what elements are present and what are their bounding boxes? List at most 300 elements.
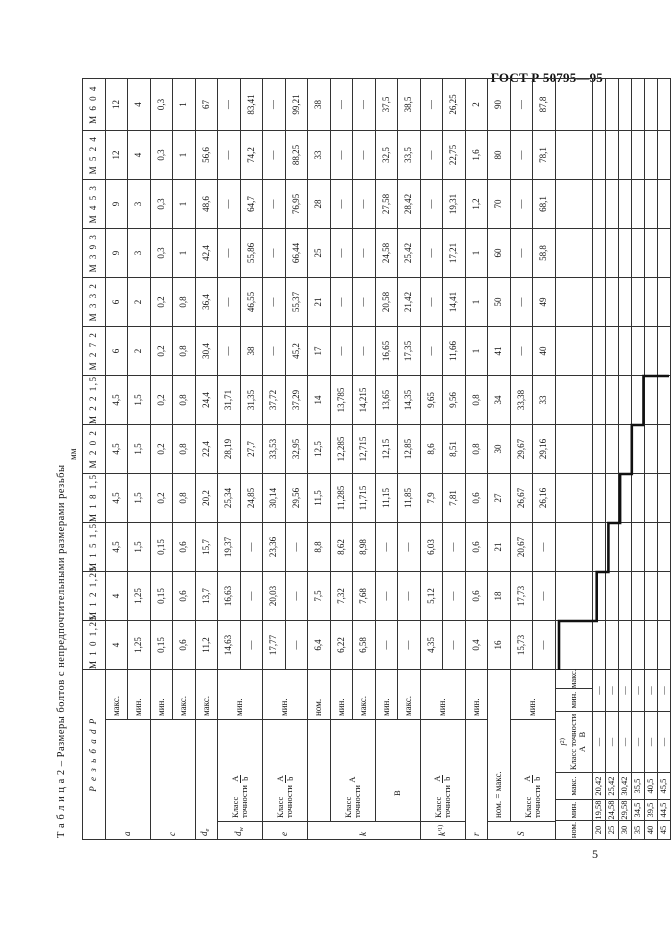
value-cell [592,179,605,228]
value-cell: — [353,179,376,228]
grade-fraction: A b [229,775,250,782]
stair-line [82,100,515,840]
value-cell: — [510,130,533,179]
grade-fraction: A b [274,775,295,782]
value-cell [618,228,631,277]
value-cell: 27,58 [375,179,398,228]
value-cell: 66,44 [285,228,308,277]
text: мин. [279,698,290,716]
value-cell [631,375,644,424]
value-cell [657,424,670,473]
value-cell: 33,38 [510,375,533,424]
value-cell [657,228,670,277]
value-cell: 50 [488,277,511,326]
text: мин. [234,698,245,716]
text: M 4 5 3 [88,184,99,224]
value-cell: — [218,326,241,375]
value-cell: 11,15 [375,473,398,522]
value-cell: — [218,130,241,179]
value-cell: — [240,522,263,571]
value-cell [555,375,592,424]
value-cell: — [263,326,286,375]
value-cell [555,326,592,375]
value-cell: 0,8 [173,375,196,424]
value-cell: 0,6 [465,473,488,522]
text: c [166,832,177,836]
text: ном. = макс. [493,771,504,818]
value-cell: — [510,326,533,375]
value-cell: — [510,179,533,228]
value-cell: — [330,228,353,277]
value-cell: 56,6 [195,130,218,179]
value-cell [657,375,670,424]
text: макс. [110,695,121,716]
value-cell: 0,8 [465,375,488,424]
value-cell: 0,6 [465,522,488,571]
text: M 2 0 2 [88,429,99,469]
value-cell: 78,1 [533,130,556,179]
value-cell: 1,5 [128,522,151,571]
value-cell: 14,41 [443,277,466,326]
value-cell [618,375,631,424]
value-cell [631,228,644,277]
text: M 1 0 1,25 [88,614,99,669]
value-cell: 37,29 [285,375,308,424]
value-cell [592,228,605,277]
value-cell: 12,85 [398,424,421,473]
value-cell: 21 [308,277,331,326]
length-values: 35 34,5 35,5 — — [631,669,644,839]
value-cell: 38 [240,326,263,375]
length-row [592,78,605,839]
value-cell: — [398,620,421,669]
value-cell: — [420,326,443,375]
text: мин. [470,698,481,716]
value-cell [605,228,618,277]
value-cell: 80 [488,130,511,179]
value-cell [618,130,631,179]
value-cell: 0,15 [150,620,173,669]
value-cell: — [375,620,398,669]
text: M 3 9 3 [88,233,99,273]
value-cell: 76,95 [285,179,308,228]
length-row [644,78,657,839]
value-cell [555,277,592,326]
value-cell: — [443,571,466,620]
value-cell: 7,5 [308,571,331,620]
value-cell: — [263,277,286,326]
value-cell: 0,2 [150,473,173,522]
value-cell: — [263,130,286,179]
value-cell: 16,63 [218,571,241,620]
value-cell: — [240,620,263,669]
label-grade-a: Класс точности A [330,720,375,822]
value-cell: 0,6 [465,571,488,620]
value-cell: 2 [128,326,151,375]
value-cell: 0,3 [150,228,173,277]
text: мин. [155,698,166,716]
value-cell: 38,5 [398,78,421,130]
value-cell [631,473,644,522]
value-cell: 19,37 [218,522,241,571]
value-cell [618,522,631,571]
value-cell: 22,75 [443,130,466,179]
value-cell: 11,285 [330,473,353,522]
label-grade-ab: Класс точности A b [263,720,308,822]
value-cell: — [240,571,263,620]
value-cell: 1 [173,179,196,228]
value-cell: 1 [465,326,488,375]
value-cell: — [510,78,533,130]
value-cell: — [218,179,241,228]
value-cell: 8,62 [330,522,353,571]
value-cell [644,228,657,277]
value-cell: — [263,228,286,277]
value-cell [605,424,618,473]
table-caption: Т а б л и ц а 2 – Размеры болтов с непредпочтительными размерами резьбы [56,464,67,838]
value-cell: 25,34 [218,473,241,522]
value-cell [631,620,644,669]
text: макс. [358,695,369,716]
value-cell: 15,73 [510,620,533,669]
value-cell: — [285,620,308,669]
value-cell [631,78,644,130]
value-cell: 4,5 [105,424,128,473]
text: мин. [335,698,346,716]
value-cell: 31,35 [240,375,263,424]
value-cell: 28 [308,179,331,228]
value-cell: 49 [533,277,556,326]
value-cell: — [375,522,398,571]
value-cell: 1 [173,228,196,277]
value-cell: 25 [308,228,331,277]
text: a [121,831,132,836]
value-cell: 90 [488,78,511,130]
value-cell: — [218,228,241,277]
text: M 1 2 1,25 [88,565,99,620]
length-header [555,669,592,839]
value-cell: 26,16 [533,473,556,522]
value-cell [644,179,657,228]
value-cell: 33,5 [398,130,421,179]
value-cell: 0,6 [173,620,196,669]
value-cell: 34 [488,375,511,424]
value-cell: 15,7 [195,522,218,571]
value-cell: 40 [533,326,556,375]
value-cell: 6 [105,326,128,375]
value-cell: 9,56 [443,375,466,424]
value-cell: 29,67 [510,424,533,473]
length-values: 25 24,58 25,42 — — [605,669,618,839]
value-cell: — [420,228,443,277]
text: макс. [178,695,189,716]
label-min [510,669,555,719]
text: мин. [436,698,447,716]
value-cell: 9,65 [420,375,443,424]
text: M 1 5 1,5 [88,522,99,571]
value-cell [618,326,631,375]
value-cell: 9 [105,179,128,228]
value-cell [592,620,605,669]
value-cell: 60 [488,228,511,277]
value-cell [592,277,605,326]
value-cell: 0,8 [173,473,196,522]
value-cell: 8,98 [353,522,376,571]
value-cell [644,326,657,375]
text: M 3 3 2 [88,282,99,322]
value-cell: 55,37 [285,277,308,326]
value-cell: 7,68 [353,571,376,620]
value-cell: — [353,78,376,130]
value-cell: 11,715 [353,473,376,522]
value-cell: — [353,277,376,326]
grade-fraction: A b [522,775,542,782]
value-cell [605,326,618,375]
value-cell [555,78,592,130]
value-cell: 1,6 [465,130,488,179]
value-cell: 2 [465,78,488,130]
value-cell: 0,15 [150,571,173,620]
value-cell: 30,4 [195,326,218,375]
value-cell: — [443,620,466,669]
value-cell: 17,73 [510,571,533,620]
value-cell [605,375,618,424]
value-cell: 25,42 [398,228,421,277]
value-cell: — [330,179,353,228]
label-kprime: $k'^{1)}$ [420,822,465,840]
value-cell [618,277,631,326]
value-cell: 36,4 [195,277,218,326]
value-cell: — [353,228,376,277]
value-cell: — [263,78,286,130]
value-cell: 55,86 [240,228,263,277]
value-cell: — [285,571,308,620]
text: e [279,832,290,836]
value-cell: — [533,620,556,669]
value-cell: 11,5 [308,473,331,522]
value-cell: 1,5 [128,424,151,473]
text: M 2 7 2 [88,331,99,371]
value-cell [605,571,618,620]
value-cell [657,571,670,620]
value-cell: 42,4 [195,228,218,277]
value-cell: 6 [105,277,128,326]
value-cell: 45,2 [285,326,308,375]
value-cell: 4,35 [420,620,443,669]
value-cell: 20,58 [375,277,398,326]
value-cell: 27 [488,473,511,522]
value-cell [555,179,592,228]
value-cell: 33,53 [263,424,286,473]
text: Р е з ь б а d P [88,717,99,792]
value-cell: — [330,130,353,179]
value-cell: — [420,277,443,326]
value-cell: 12 [105,78,128,130]
text: M 1 8 1,5 [88,473,99,522]
text: макс. [403,695,414,716]
value-cell: — [218,78,241,130]
value-cell: 4 [128,78,151,130]
value-cell: 1,2 [465,179,488,228]
value-cell: 48,6 [195,179,218,228]
value-cell: 27,7 [240,424,263,473]
value-cell [657,473,670,522]
text: M 2 2 1,5 [88,375,99,424]
value-cell: 74,2 [240,130,263,179]
text: S [515,831,526,836]
value-cell: 64,7 [240,179,263,228]
value-cell: 24,4 [195,375,218,424]
value-cell: — [263,179,286,228]
value-cell: 26,25 [443,78,466,130]
text: k [358,832,369,836]
value-cell: 0,2 [150,424,173,473]
value-cell [631,130,644,179]
value-cell: 20,2 [195,473,218,522]
value-cell [592,78,605,130]
value-cell [592,571,605,620]
value-cell: 1,5 [128,473,151,522]
value-cell: 12,5 [308,424,331,473]
value-cell: 22,4 [195,424,218,473]
value-cell: 33 [533,375,556,424]
value-cell: 12 [105,130,128,179]
value-cell: 17 [308,326,331,375]
value-cell: 12,285 [330,424,353,473]
value-cell: 37,72 [263,375,286,424]
value-cell: — [420,78,443,130]
value-cell: 14,63 [218,620,241,669]
value-cell: 68,1 [533,179,556,228]
value-cell: 13,65 [375,375,398,424]
value-cell [592,375,605,424]
value-cell: 32,95 [285,424,308,473]
value-cell: 3 [128,228,151,277]
value-cell: 37,5 [375,78,398,130]
value-cell [631,571,644,620]
value-cell [555,620,592,669]
value-cell: 67 [195,78,218,130]
value-cell: 0,3 [150,130,173,179]
page-number: 5 [592,847,598,861]
value-cell: 2 [128,277,151,326]
value-cell: 88,25 [285,130,308,179]
value-cell [592,522,605,571]
text: ном. [313,698,324,716]
length-values: 30 29,58 30,42 — — [618,669,631,839]
text: r [470,832,481,836]
value-cell: — [420,179,443,228]
value-cell: 46,55 [240,277,263,326]
value-cell: 9 [105,228,128,277]
label-grade-ab: Класс точности A b [510,720,555,822]
text: мин. [526,698,537,716]
value-cell: 0,8 [173,277,196,326]
document-header: ГОСТ Р 50795—95 [490,70,603,85]
length-values: 20 19,58 20,42 — — [592,669,605,839]
text: M 6 0 4 [88,85,99,124]
value-cell: 1,5 [128,375,151,424]
value-cell [555,130,592,179]
value-cell: 14 [308,375,331,424]
value-cell: 7,32 [330,571,353,620]
value-cell: 19,31 [443,179,466,228]
value-cell: — [510,277,533,326]
value-cell: 58,8 [533,228,556,277]
value-cell [644,78,657,130]
value-cell [618,620,631,669]
value-cell [644,375,657,424]
value-cell: — [330,326,353,375]
value-cell: 1,25 [128,571,151,620]
value-cell: 26,67 [510,473,533,522]
value-cell [657,326,670,375]
value-cell [618,424,631,473]
value-cell [644,620,657,669]
value-cell: 24,58 [375,228,398,277]
length-row [618,78,631,839]
value-cell [605,473,618,522]
value-cell: 11,66 [443,326,466,375]
value-cell: 41 [488,326,511,375]
value-cell: 29,16 [533,424,556,473]
value-cell: 4,5 [105,473,128,522]
value-cell [555,228,592,277]
text: мин. [133,698,144,716]
value-cell: 4,5 [105,522,128,571]
value-cell [657,179,670,228]
unit-label: мм [68,448,78,460]
value-cell [592,424,605,473]
value-cell: 7,9 [420,473,443,522]
value-cell [644,424,657,473]
value-cell: 21 [488,522,511,571]
length-header-grid: ном. мин. макс. $l^{2)}$ Класс точности A B мин. макс. [556,670,592,839]
value-cell [618,78,631,130]
value-cell [555,424,592,473]
value-cell: — [375,571,398,620]
value-cell: 20,67 [510,522,533,571]
value-cell [592,473,605,522]
value-cell: 0,8 [173,326,196,375]
value-cell: 17,35 [398,326,421,375]
value-cell [631,326,644,375]
value-cell: 0,2 [150,277,173,326]
value-cell: 70 [488,179,511,228]
value-cell [605,179,618,228]
value-cell: 33 [308,130,331,179]
value-cell [605,78,618,130]
text: M 5 2 4 [88,135,99,175]
value-cell: 29,56 [285,473,308,522]
value-cell: 1,25 [128,620,151,669]
value-cell: 12,15 [375,424,398,473]
length-values: 40 39,5 40,5 — — [644,669,657,839]
label-de: $d_e$ [195,720,218,840]
value-cell [605,130,618,179]
value-cell: — [353,130,376,179]
value-cell: 31,71 [218,375,241,424]
value-cell: 0,6 [173,522,196,571]
value-cell: 14,215 [353,375,376,424]
value-cell: 0,2 [150,326,173,375]
value-cell: 28,42 [398,179,421,228]
value-cell: 6,58 [353,620,376,669]
value-cell: 8,6 [420,424,443,473]
value-cell: — [218,277,241,326]
value-cell [618,571,631,620]
value-cell [555,473,592,522]
